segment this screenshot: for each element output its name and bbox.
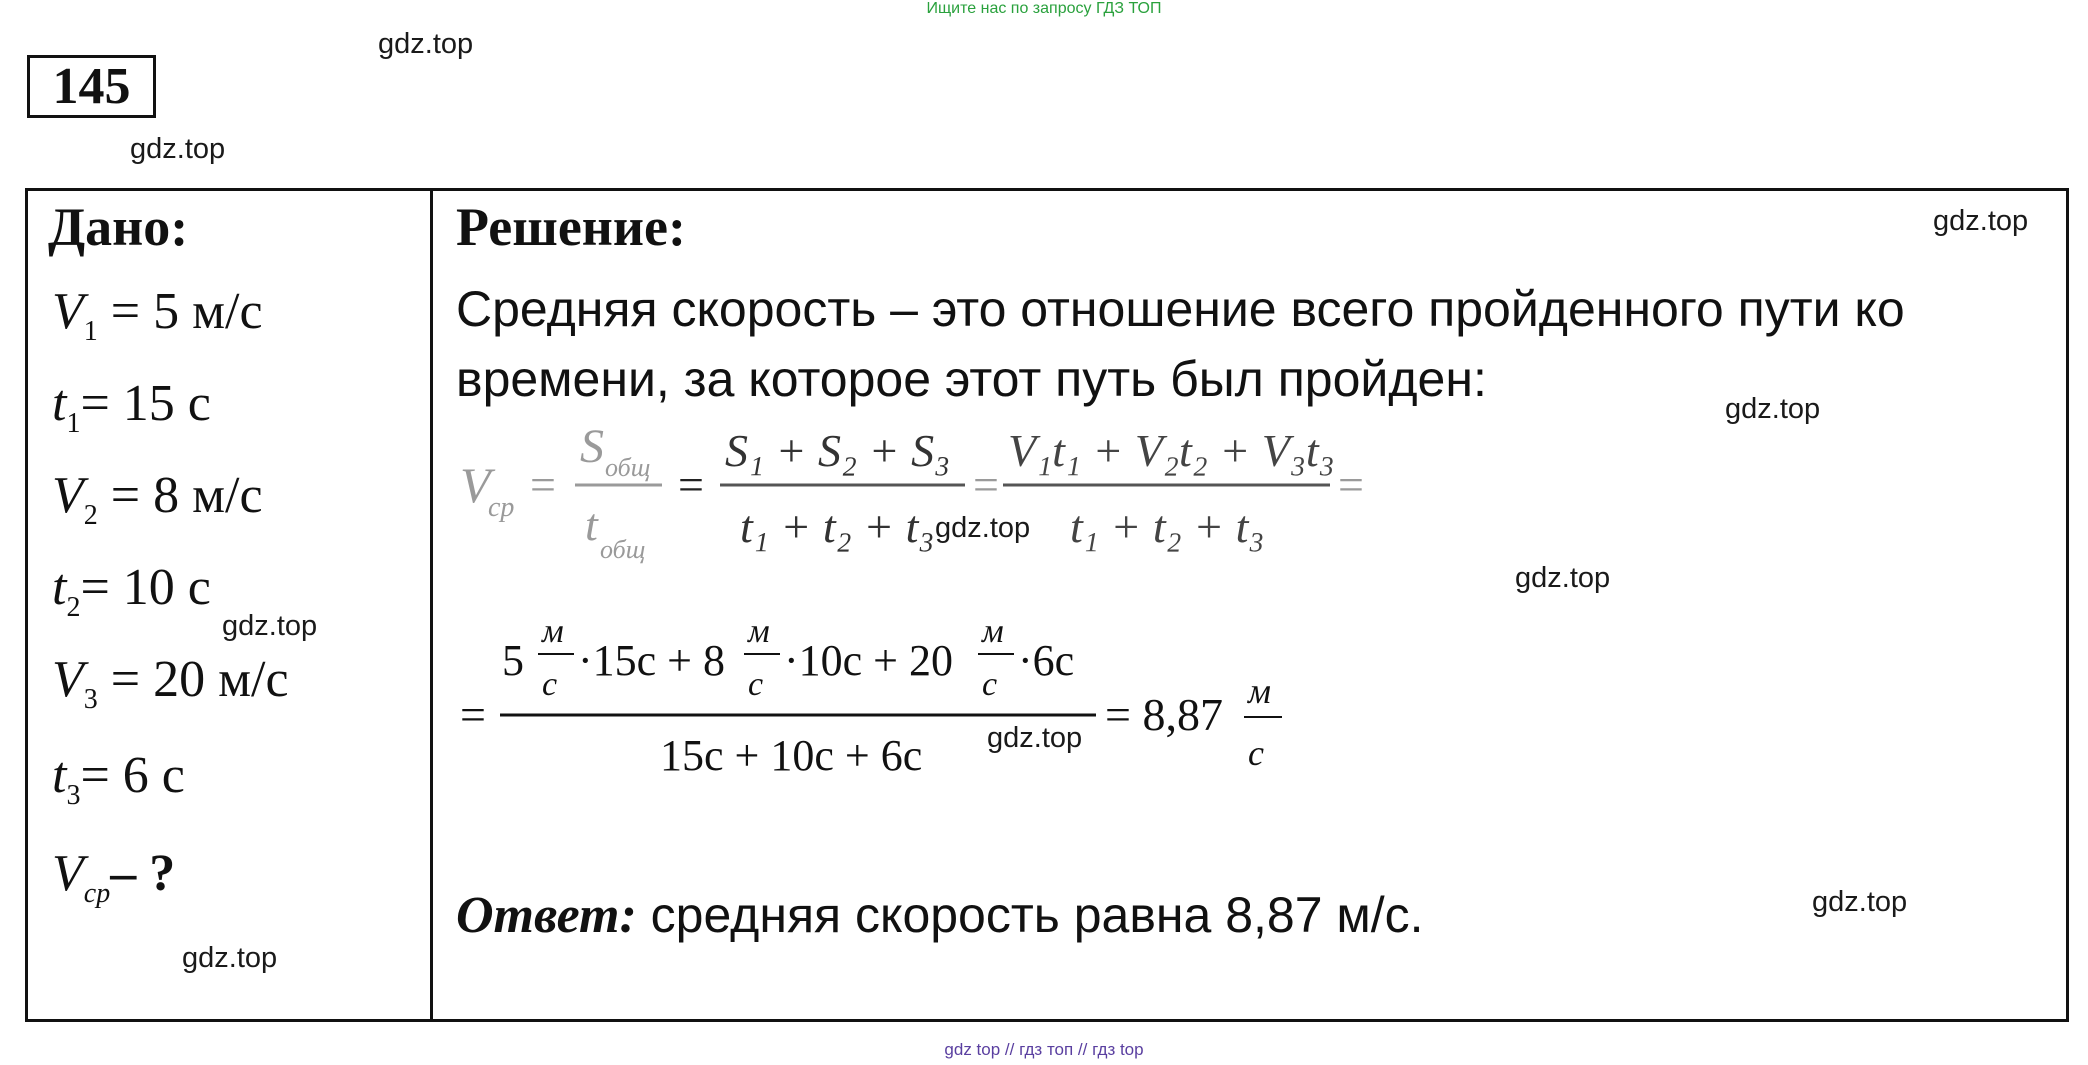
formula-equals: = [973, 459, 999, 510]
fraction-3-numerator: V₁t₁ + V₂t₂ + V₃t₃ [1008, 425, 1335, 476]
formula-velocity-definition [460, 420, 1364, 564]
footer-links: gdz top // гдз топ // гдз top [944, 1040, 1144, 1059]
given-item [52, 282, 263, 348]
solution-text-line2: времени, за которое этот путь был пройден: [456, 351, 1487, 407]
calc-term: ·10с + 20 [784, 636, 953, 685]
watermark: gdz.top [1812, 886, 1908, 918]
fraction-2-numerator: S₁ + S₂ + S₃ [725, 425, 951, 476]
given-item [52, 650, 289, 716]
column-divider [430, 188, 433, 1022]
given-heading: Дано: [48, 197, 189, 257]
given-value: = 15 с [80, 375, 211, 432]
given-item [52, 466, 263, 532]
calc-term: ·15с + 8 [578, 636, 725, 685]
watermark: gdz.top [1933, 205, 2029, 237]
unit-denominator: с [748, 666, 764, 703]
formula-lhs-sub: ср [488, 492, 515, 523]
watermark: gdz.top [378, 28, 474, 60]
formula-equals: = [460, 689, 486, 740]
formula-equals: = [1338, 459, 1364, 510]
fraction-1-denominator-sub: общ [600, 535, 646, 564]
fraction-1-denominator: t [585, 499, 598, 550]
given-value: = 5 м/с [110, 283, 263, 340]
watermark: gdz.top [1515, 562, 1611, 594]
formula-equals: = [530, 459, 556, 510]
fraction-2-denominator: t₁ + t₂ + t₃ [740, 501, 935, 552]
given-item [52, 558, 211, 624]
given-var: V [52, 283, 84, 340]
given-value: = 8 м/с [110, 467, 263, 524]
calc-denominator: 15с + 10с + 6с [660, 731, 923, 780]
given-item [52, 374, 211, 440]
given-var: V [52, 845, 84, 902]
given-var: V [52, 651, 84, 708]
answer-text: средняя скорость равна 8,87 м/с. [636, 887, 1424, 943]
watermark: gdz.top [935, 512, 1031, 544]
solution-text-line1: Средняя скорость – это отношение всего пройденного пути ко [456, 281, 1905, 337]
watermark: gdz.top [1725, 393, 1821, 425]
watermark: gdz.top [130, 133, 226, 165]
task-number: 145 [27, 55, 156, 118]
given-sub: ср [83, 878, 111, 909]
given-value: = 20 м/с [110, 651, 289, 708]
given-value: – ? [110, 845, 176, 902]
given-value: = 6 с [80, 747, 185, 804]
given-item [52, 746, 185, 812]
answer-label: Ответ: [456, 887, 637, 944]
calc-result: = 8,87 [1105, 689, 1223, 740]
calc-value: 5 [502, 636, 524, 685]
answer [456, 886, 1424, 945]
unit-numerator: м [1248, 671, 1271, 711]
unit-numerator: м [748, 613, 770, 650]
watermark: gdz.top [182, 942, 278, 974]
formula-block [440, 420, 1440, 800]
unit-denominator: с [542, 666, 558, 703]
given-sub: 2 [83, 500, 98, 531]
watermark: gdz.top [987, 722, 1083, 754]
given-var: t [52, 747, 67, 804]
given-var: V [52, 467, 84, 524]
fraction-3-denominator: t₁ + t₂ + t₃ [1070, 501, 1265, 552]
given-sub: 1 [83, 316, 98, 347]
fraction-1-numerator: S [580, 420, 604, 473]
given-var: t [52, 559, 67, 616]
given-sub: 2 [66, 592, 81, 623]
given-sub: 1 [66, 408, 81, 439]
solution-heading: Решение: [456, 197, 686, 257]
formula-lhs: V [460, 457, 491, 513]
unit-denominator: с [982, 666, 998, 703]
given-sub: 3 [66, 780, 81, 811]
calc-term: ·6с [1018, 636, 1075, 685]
unit-numerator: м [542, 613, 564, 650]
given-var: t [52, 375, 67, 432]
formula-equals: = [678, 459, 704, 510]
given-sub: 3 [83, 684, 98, 715]
top-banner: Ищите нас по запросу ГДЗ ТОП [926, 0, 1162, 17]
formula-calculation [460, 613, 1282, 780]
given-item [52, 844, 175, 910]
unit-denominator: с [1248, 733, 1264, 773]
fraction-1-numerator-sub: общ [605, 453, 651, 482]
watermark: gdz.top [222, 610, 318, 642]
unit-numerator: м [982, 613, 1004, 650]
given-value: = 10 с [80, 559, 211, 616]
